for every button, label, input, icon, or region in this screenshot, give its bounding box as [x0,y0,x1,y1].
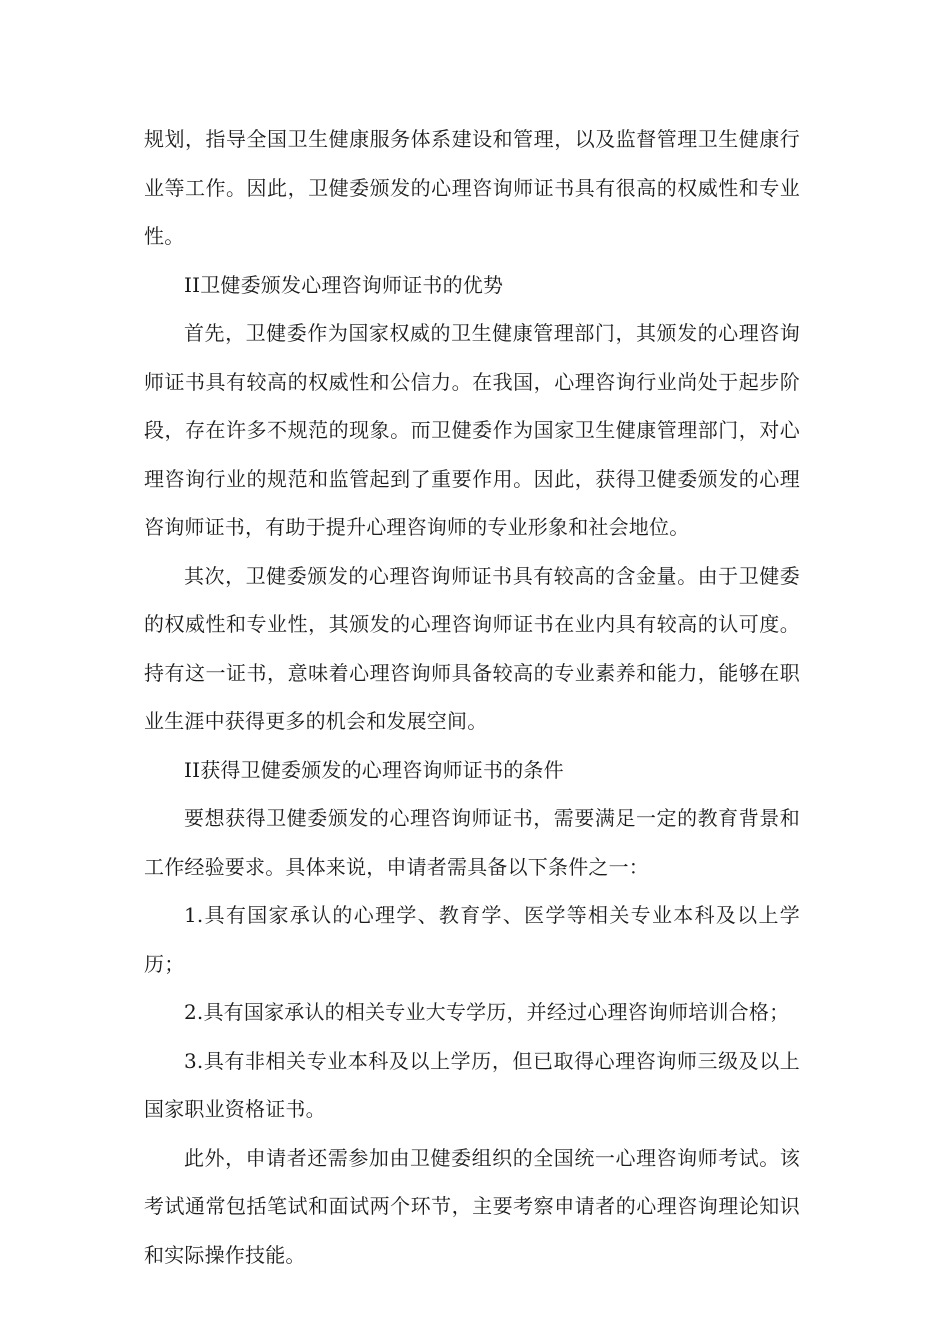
paragraph-continuation: 规划，指导全国卫生健康服务体系建设和管理，以及监督管理卫生健康行业等工作。因此，卫健委颁发的心理咨询师证书具有很高的权威性和专业性。 [144,127,800,248]
list-item-condition-1: 1.具有国家承认的心理学、教育学、医学等相关专业本科及以上学历； [144,903,800,976]
section-heading-advantages: II卫健委颁发心理咨询师证书的优势 [184,272,504,297]
section-heading-conditions: II获得卫健委颁发的心理咨询师证书的条件 [184,757,564,782]
paragraph-requirements: 要想获得卫健委颁发的心理咨询师证书，需要满足一定的教育背景和工作经验要求。具体来说，申请者需具备以下条件之一： [144,806,800,879]
paragraph-value: 其次，卫健委颁发的心理咨询师证书具有较高的含金量。由于卫健委的权威性和专业性，其颁发的心理咨询师证书在业内具有较高的认可度。持有这一证书，意味着心理咨询师具备较高的专业素养和能力，能够在职业生涯中获得更多的机会和发展空间。 [144,563,800,733]
list-item-condition-2: 2.具有国家承认的相关专业大专学历，并经过心理咨询师培训合格； [184,1000,790,1024]
list-item-condition-3: 3.具有非相关专业本科及以上学历，但已取得心理咨询师三级及以上国家职业资格证书。 [144,1048,800,1121]
paragraph-exam: 此外，申请者还需参加由卫健委组织的全国统一心理咨询师考试。该考试通常包括笔试和面试两个环节，主要考察申请者的心理咨询理论知识和实际操作技能。 [144,1145,800,1267]
paragraph-authority: 首先，卫健委作为国家权威的卫生健康管理部门，其颁发的心理咨询师证书具有较高的权威性和公信力。在我国，心理咨询行业尚处于起步阶段，存在许多不规范的现象。而卫健委作为国家卫生健康管理部门，对心理咨询行业的规范和监管起到了重要作用。因此，获得卫健委颁发的心理咨询师证书，有助于提升心理咨询师的专业形象和社会地位。 [144,321,800,539]
